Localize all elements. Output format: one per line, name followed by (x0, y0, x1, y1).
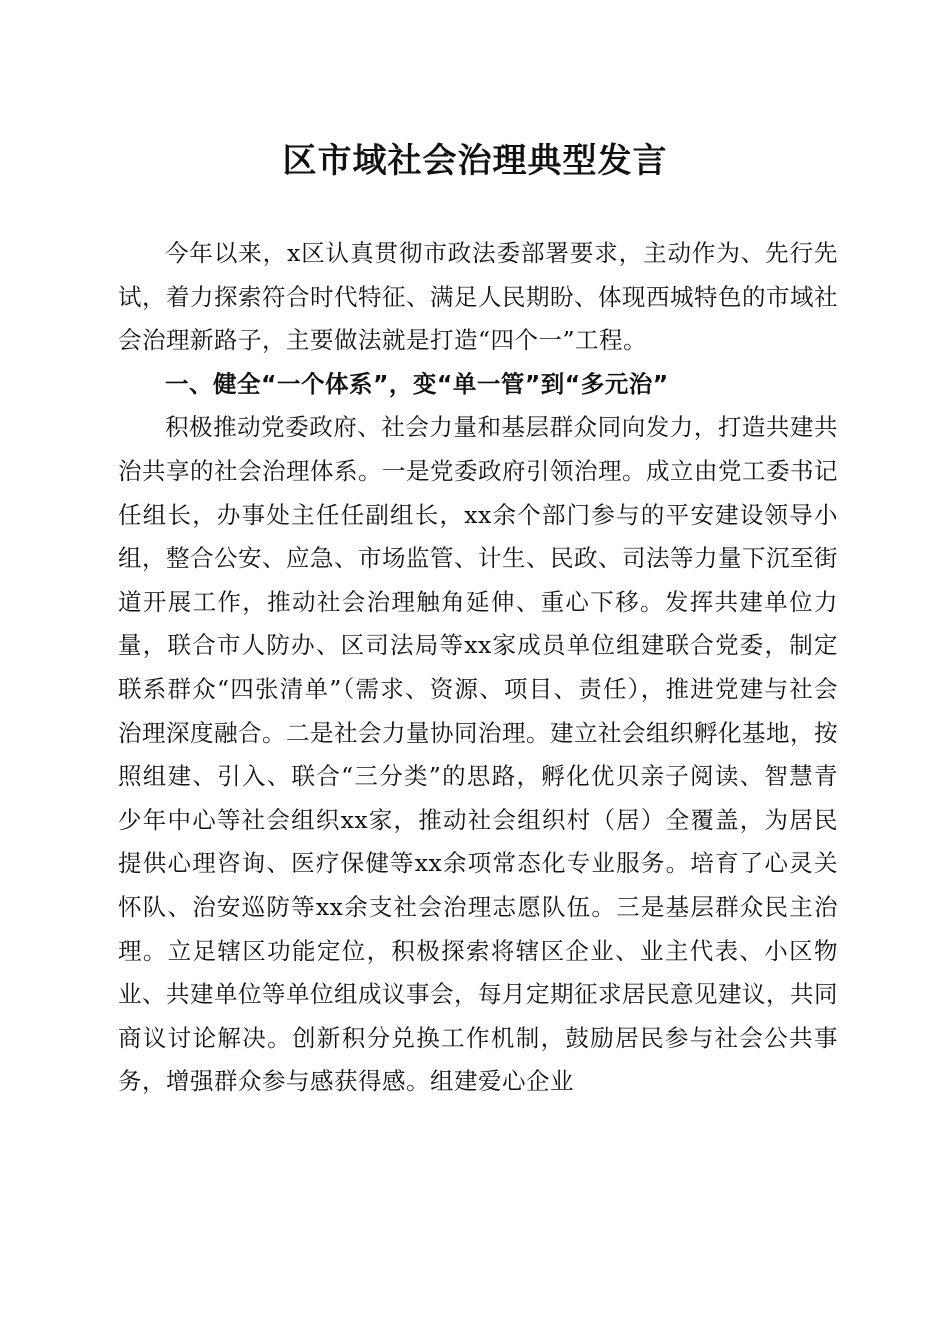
section-paragraph-1: 积极推动党委政府、社会力量和基层群众同向发力，打造共建共治共享的社会治理体系。一是党委政府引领治理。成立由党工委书记任组长，办事处主任任副组长，xx余个部门参与的平安建设领导小组，整合公安、应急、市场监管、计生、民政、司法等力量下沉至街道开展工作，推动社会治理触角延伸、重心下移。发挥共建单位力量，联合市人防办、区司法局等xx家成员单位组建联合党委，制定联系群众“四张清单”（需求、资源、项目、责任），推进党建与社会治理深度融合。二是社会力量协同治理。建立社会组织孵化基地，按照组建、引入、联合“三分类”的思路，孵化优贝亲子阅读、智慧青少年中心等社会组织xx家，推动社会组织村（居）全覆盖，为居民提供心理咨询、医疗保健等xx余项常态化专业服务。培育了心灵关怀队、治安巡防等xx余支社会治理志愿队伍。三是基层群众民主治理。立足辖区功能定位，积极探索将辖区企业、业主代表、小区物业、共建单位等单位组成议事会，每月定期征求居民意见建议，共同商议讨论解决。创新积分兑换工作机制，鼓励居民参与社会公共事务，增强群众参与感获得感。组建爱心企业 (118, 413, 838, 1096)
document-title: 区市域社会治理典型发言 (282, 141, 668, 181)
section-heading-1: 一、健全“一个体系”，变“单一管”到“多元治” (165, 369, 669, 398)
intro-paragraph: 今年以来，x区认真贯彻市政法委部署要求，主动作为、先行先试，着力探索符合时代特征、满足人民期盼、体现西城特色的市域社会治理新路子，主要做法就是打造“四个一”工程。 (118, 239, 838, 355)
document-body (118, 232, 838, 1104)
